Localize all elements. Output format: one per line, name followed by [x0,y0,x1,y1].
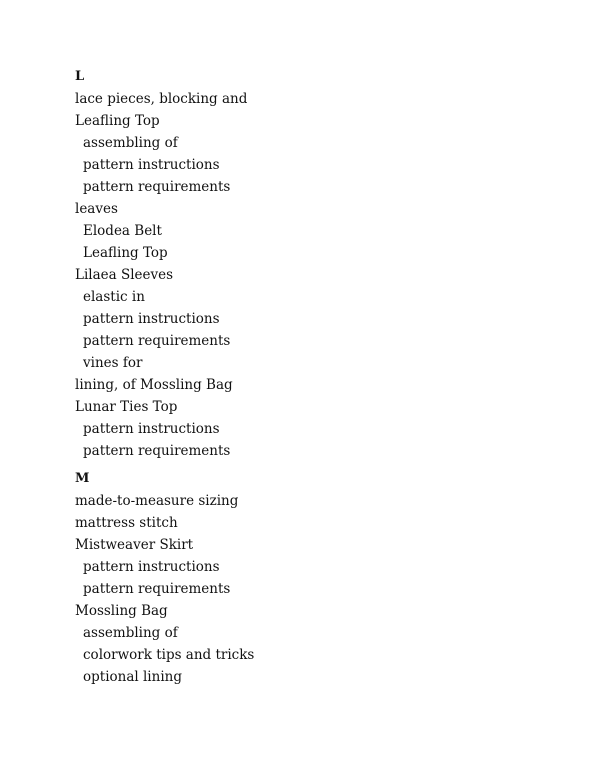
index-subentry: colorwork tips and tricks [83,647,255,663]
index-page [75,66,555,688]
index-subentry: assembling of [83,625,178,641]
index-subentry: pattern requirements [83,333,231,349]
index-entry: leaves [75,201,118,217]
index-entry: lining, of Mossling Bag [75,377,233,393]
index-entry: lace pieces, blocking and [75,91,248,107]
index-entry: Mistweaver Skirt [75,537,194,553]
index-subentry: Leafling Top [83,245,168,261]
index-subentry: vines for [83,355,143,371]
index-subentry: elastic in [83,289,145,305]
index-subentry: assembling of [83,135,178,151]
index-entry: Leafling Top [75,113,160,129]
index-entry: Mossling Bag [75,603,168,619]
index-subentry: pattern instructions [83,157,220,173]
index-subentry: pattern requirements [83,581,231,597]
index-subentry: Elodea Belt [83,223,162,239]
index-subentry: pattern instructions [83,559,220,575]
index-subentry: pattern requirements [83,443,231,459]
index-section-m [75,468,555,688]
section-letter: M [75,471,90,486]
index-entry: Lilaea Sleeves [75,267,174,283]
index-subentry: pattern instructions [83,421,220,437]
section-letter: L [75,69,85,84]
index-entry: mattress stitch [75,515,178,531]
index-entry: made-to-measure sizing [75,493,239,509]
index-subentry: optional lining [83,669,182,685]
index-section-l [75,66,555,462]
index-entry: Lunar Ties Top [75,399,178,415]
index-subentry: pattern instructions [83,311,220,327]
index-subentry: pattern requirements [83,179,231,195]
